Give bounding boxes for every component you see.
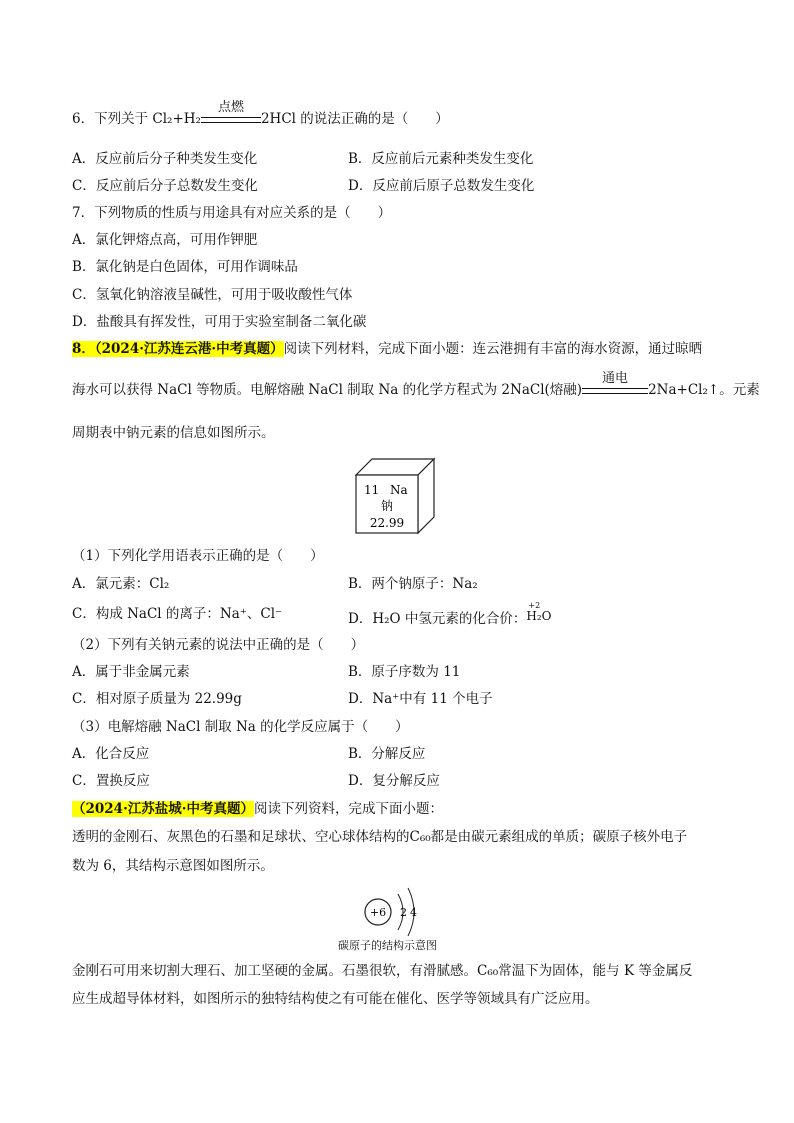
q6-suffix: 的说法正确的是（ ）	[300, 111, 449, 127]
q8-sub3-stem: （3）电解熔融 NaCl 制取 Na 的化学反应属于（ ）	[72, 719, 409, 735]
q9-para2-line1: 金刚石可用来切割大理石、加工坚硬的金属。石墨很软，有滑腻感。C₆₀常温下为固体，能与 K 等金属反	[72, 963, 693, 979]
element-mass: 22.99	[369, 516, 405, 530]
q9-source-tag: （2024·江苏盐城·中考真题）	[72, 801, 254, 817]
q9-intro	[72, 800, 443, 818]
q6-option-c[interactable]: C．反应前后分子总数发生变化	[72, 178, 258, 194]
q8-intro-text: 阅读下列材料，完成下面小题：连云港拥有丰富的海水资源，通过晾晒	[283, 341, 703, 357]
q8-sub1-stem: （1）下列化学用语表示正确的是（ ）	[72, 548, 324, 564]
q8-intro-line3: 周期表中钠元素的信息如图所示。	[72, 425, 275, 441]
q7-option-c[interactable]: C．氢氧化钠溶液呈碱性，可用于吸收酸性气体	[72, 287, 353, 303]
q6-option-d[interactable]: D．反应前后原子总数发生变化	[348, 178, 535, 194]
q8-intro-line2-a: 海水可以获得 NaCl 等物质。电解熔融 NaCl 制取 Na 的化学方程式为	[72, 382, 498, 398]
q6-eq-condition: 点燃	[217, 99, 244, 115]
q9-para1-line1: 透明的金刚石、灰黑色的石墨和足球状、空心球体结构的C₆₀都是由碳元素组成的单质；碳原子核外电子	[72, 829, 688, 845]
atom-diagram-caption: 碳原子的结构示意图	[338, 939, 437, 952]
q8-sub1-option-b[interactable]: B．两个钠原子：Na₂	[348, 576, 478, 592]
q8-eq-condition: 通电	[602, 370, 629, 386]
q8-intro-line2	[72, 370, 760, 399]
q8-sub3-option-a[interactable]: A．化合反应	[72, 746, 150, 762]
q8-sub2-option-d[interactable]: D．Na⁺中有 11 个电子	[348, 691, 493, 707]
q8-eq-left: 2NaCl(熔融)	[501, 382, 583, 398]
q6-prefix: 6．下列关于	[72, 111, 149, 127]
q7-stem: 7．下列物质的性质与用途具有对应关系的是（ ）	[72, 205, 392, 221]
q7-option-d[interactable]: D．盐酸具有挥发性，可用于实验室制备二氧化碳	[72, 314, 367, 330]
valence-mark: +2	[528, 601, 541, 610]
atom-nucleus: +6	[369, 906, 387, 919]
element-name: 钠	[380, 499, 394, 513]
q9-intro-text: 阅读下列资料，完成下面小题：	[253, 801, 443, 817]
atom-shell2-electrons: 4	[410, 906, 417, 919]
q6-stem	[72, 99, 449, 128]
q6-eq-left: Cl₂+H₂	[152, 111, 201, 127]
q8-intro-line2-b: 。元素	[719, 382, 760, 398]
q8-sub1-option-c[interactable]: C．构成 NaCl 的离子：Na⁺、Cl⁻	[72, 606, 283, 622]
element-symbol: Na	[390, 483, 408, 497]
q8-sub1-option-d-text: D．H₂O 中氢元素的化合价：	[348, 611, 527, 627]
carbon-atom-diagram	[358, 884, 428, 936]
q6-option-b[interactable]: B．反应前后元素种类发生变化	[348, 151, 534, 167]
valence-notation	[526, 601, 556, 623]
q8-sub3-option-b[interactable]: B．分解反应	[348, 746, 426, 762]
q8-eq-arrow	[582, 370, 648, 398]
q8-sub2-option-a[interactable]: A．属于非金属元素	[72, 664, 190, 680]
sodium-element-figure	[350, 455, 440, 537]
q8-sub2-option-c[interactable]: C．相对原子质量为 22.99g	[72, 691, 242, 707]
q8-intro-line1	[72, 340, 702, 358]
q8-sub3-option-c[interactable]: C．置换反应	[72, 773, 150, 789]
q8-sub3-option-d[interactable]: D．复分解反应	[348, 773, 440, 789]
q8-source-tag: 8．（2024·江苏连云港·中考真题）	[72, 341, 284, 357]
q9-para2-line2: 应生成超导体材料，如图所示的独特结构使之有可能在催化、医学等领域具有广泛应用。	[72, 991, 599, 1007]
q6-option-a[interactable]: A．反应前后分子种类发生变化	[72, 151, 258, 167]
atom-shell1-electrons: 2	[400, 906, 407, 919]
q8-sub1-option-a[interactable]: A．氯元素：Cl₂	[72, 576, 170, 592]
element-number: 11	[364, 483, 380, 497]
q6-eq-right: 2HCl	[260, 111, 296, 127]
q7-option-b[interactable]: B．氯化钠是白色固体，可用作调味品	[72, 259, 298, 275]
q7-option-a[interactable]: A．氯化钾熔点高，可用作钾肥	[72, 232, 258, 248]
q8-eq-right: 2Na+Cl₂↑	[648, 382, 720, 398]
q8-sub2-option-b[interactable]: B．原子序数为 11	[348, 664, 461, 680]
q8-sub2-stem: （2）下列有关钠元素的说法中正确的是（ ）	[72, 637, 365, 653]
q8-sub1-option-d[interactable]	[348, 601, 556, 628]
q9-para1-line2: 数为 6，其结构示意图如图所示。	[72, 858, 274, 874]
q6-eq-arrow	[201, 99, 261, 127]
valence-formula: H₂O	[526, 609, 552, 623]
